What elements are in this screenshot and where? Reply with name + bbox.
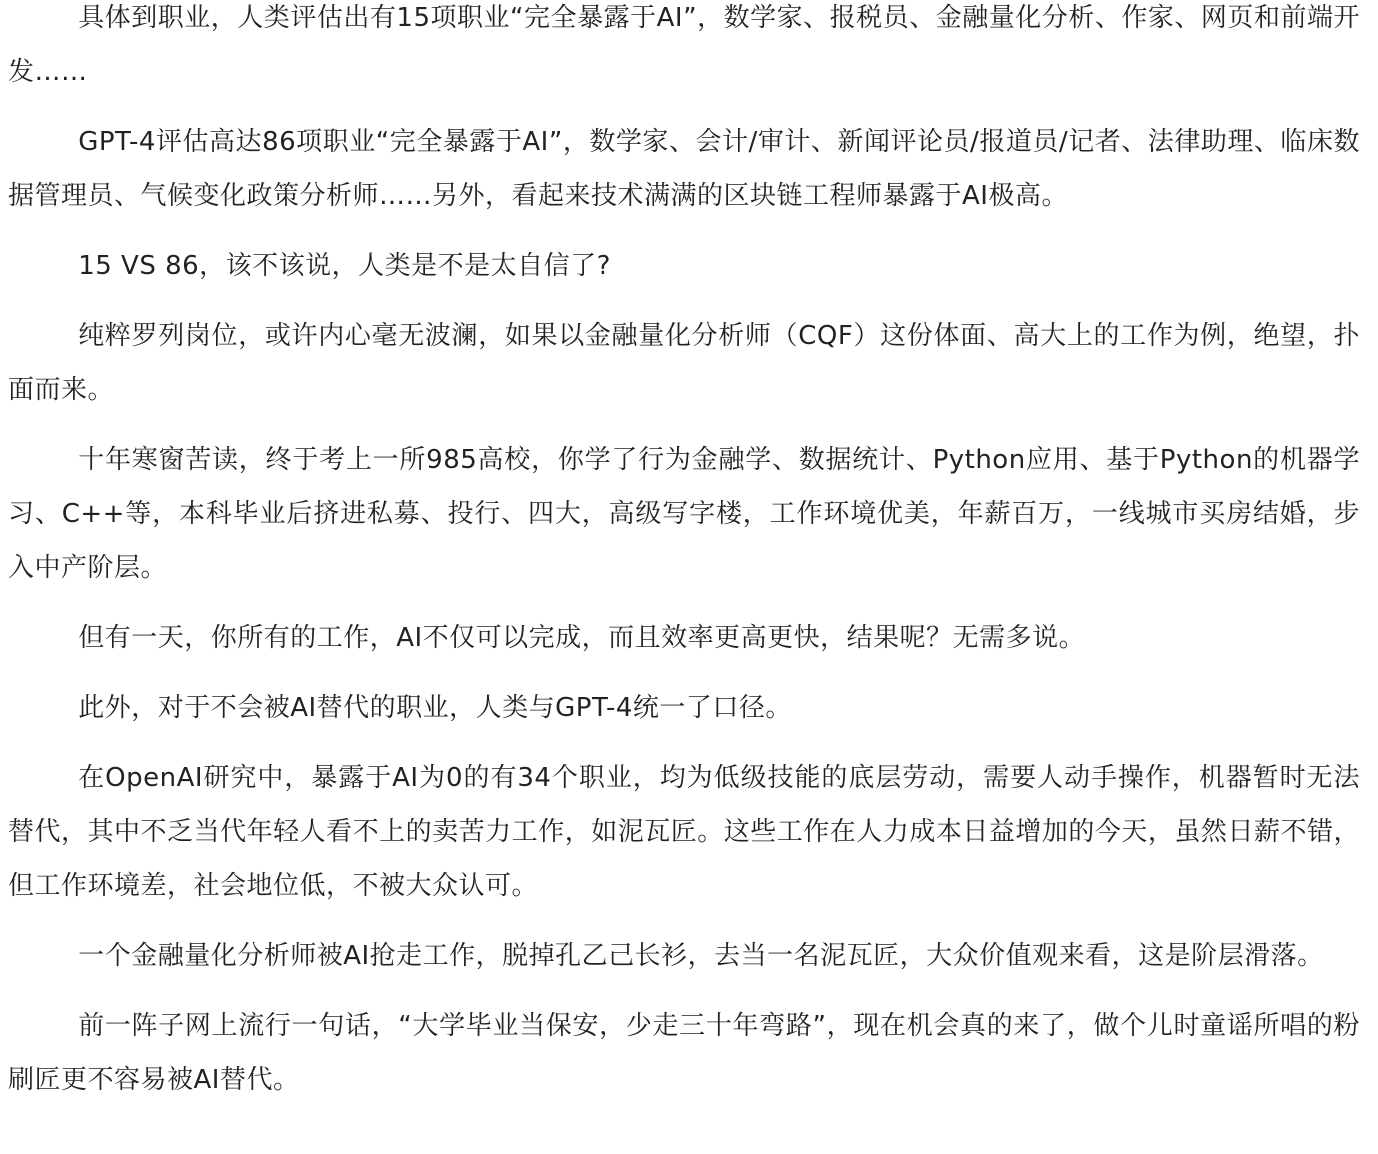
paragraph-10: 前一阵子网上流行一句话，“大学毕业当保安，少走三十年弯路”，现在机会真的来了，做个儿时童谣所唱的粉刷匠更不容易被AI替代。 <box>8 1011 1360 1095</box>
paragraph-7: 此外，对于不会被AI替代的职业，人类与GPT-4统一了口径。 <box>78 693 792 723</box>
paragraph-2: GPT-4评估高达86项职业“完全暴露于AI”，数学家、会计/审计、新闻评论员/报道员/记者、法律助理、临床数据管理员、气候变化政策分析师……另外，看起来技术满满的区块链工程师暴露于AI极高。 <box>8 127 1360 211</box>
paragraph-5: 十年寒窗苦读，终于考上一所985高校，你学了行为金融学、数据统计、Python应用、基于Python的机器学习、C++等，本科毕业后挤进私募、投行、四大，高级写字楼，工作环境优美，年薪百万，一线城市买房结婚，步入中产阶层。 <box>8 445 1360 583</box>
paragraph-4: 纯粹罗列岗位，或许内心毫无波澜，如果以金融量化分析师（CQF）这份体面、高大上的工作为例，绝望，扑面而来。 <box>8 321 1360 405</box>
paragraph-6: 但有一天，你所有的工作，AI不仅可以完成，而且效率更高更快，结果呢？无需多说。 <box>78 623 1086 653</box>
paragraph-3: 15 VS 86，该不该说，人类是不是太自信了? <box>78 251 611 281</box>
paragraph-1: 具体到职业，人类评估出有15项职业“完全暴露于AI”，数学家、报税员、金融量化分析、作家、网页和前端开发…… <box>8 3 1360 87</box>
paragraph-9: 一个金融量化分析师被AI抢走工作，脱掉孔乙己长衫，去当一名泥瓦匠，大众价值观来看，这是阶层滑落。 <box>78 941 1324 971</box>
paragraph-8: 在OpenAI研究中，暴露于AI为0的有34个职业，均为低级技能的底层劳动，需要人动手操作，机器暂时无法替代，其中不乏当代年轻人看不上的卖苦力工作，如泥瓦匠。这些工作在人力成本日益增加的今天，虽然日薪不错，但工作环境差，社会地位低，不被大众认可。 <box>8 763 1360 901</box>
